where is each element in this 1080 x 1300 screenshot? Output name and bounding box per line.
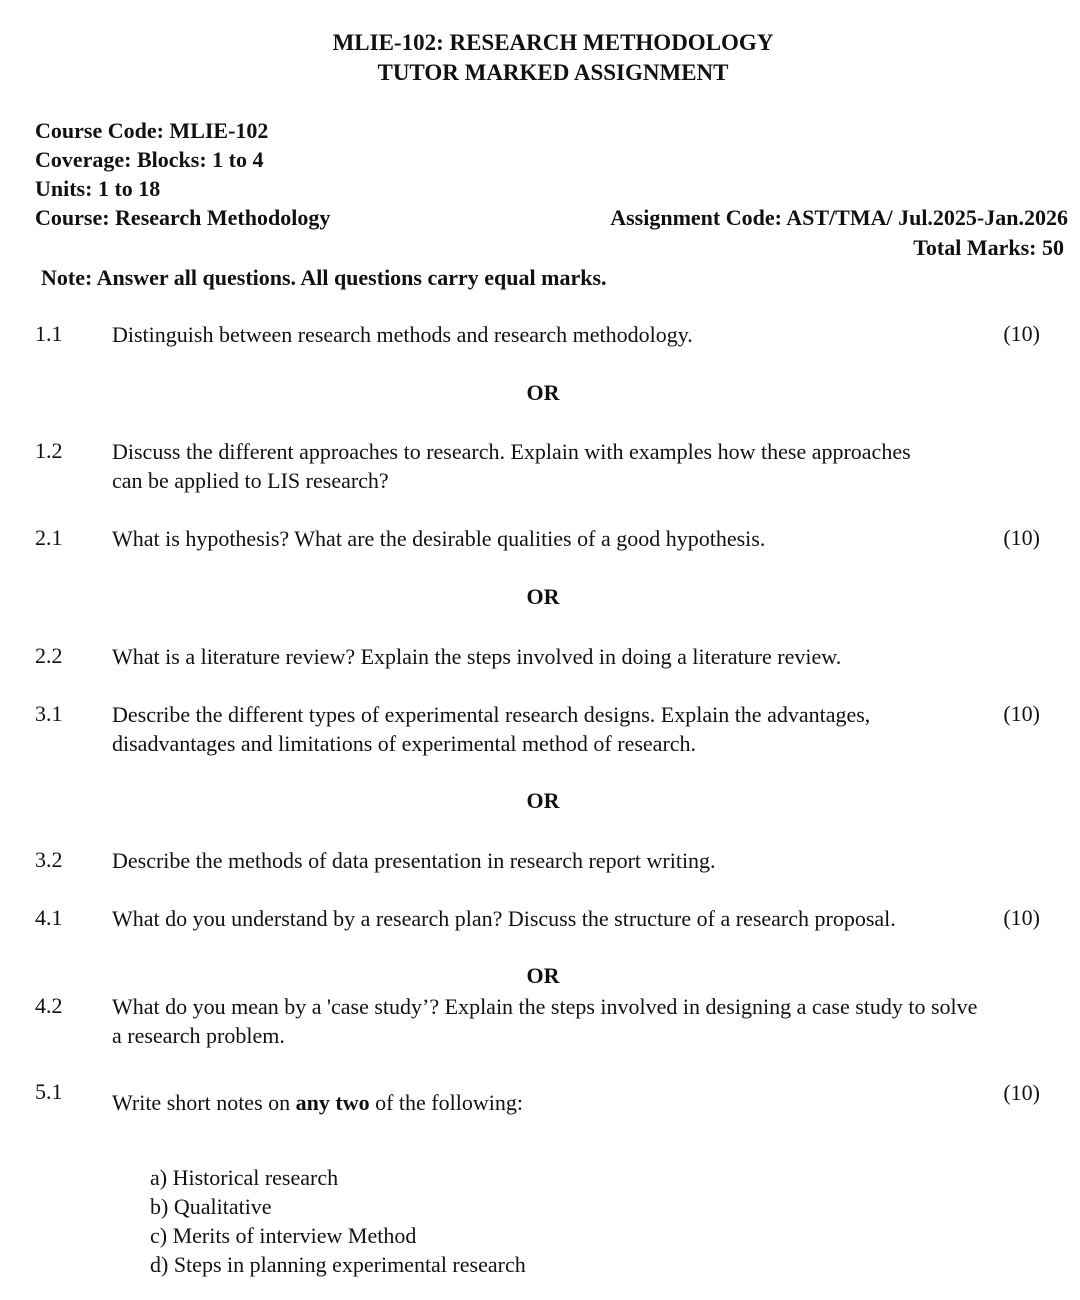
question-marks: (10)	[1003, 321, 1040, 346]
question-number: 3.1	[35, 701, 63, 726]
question-number: 2.2	[35, 643, 63, 668]
course-code: Course Code: MLIE-102	[35, 118, 269, 143]
question-text-emphasis: any two	[295, 1090, 370, 1115]
assignment-code: Assignment Code: AST/TMA/ Jul.2025-Jan.2026	[610, 205, 1068, 230]
question-number: 1.1	[35, 321, 63, 346]
question-text: Distinguish between research methods and research methodology.	[112, 322, 693, 347]
short-note-option: c) Merits of interview Method	[150, 1223, 417, 1248]
total-marks: Total Marks: 50	[913, 235, 1064, 260]
question-marks: (10)	[1003, 905, 1040, 930]
question-text: Describe the different types of experimental research designs. Explain the advantages, disadvantages and limitations of experimental method of research.	[112, 702, 871, 756]
instructions-note: Note: Answer all questions. All questions carry equal marks.	[41, 265, 607, 290]
question-number: 5.1	[35, 1079, 63, 1104]
units: Units: 1 to 18	[35, 176, 161, 201]
question-text	[112, 1088, 972, 1117]
question-number: 1.2	[35, 438, 63, 463]
document-title: MLIE-102: RESEARCH METHODOLOGY	[332, 30, 774, 55]
or-divider: OR	[526, 788, 560, 813]
question-number: 2.1	[35, 525, 63, 550]
question-number: 4.1	[35, 905, 63, 930]
question-marks: (10)	[1003, 701, 1040, 726]
question-number: 3.2	[35, 847, 63, 872]
short-note-option: d) Steps in planning experimental research	[150, 1252, 526, 1277]
question-text-part: Write short notes on	[112, 1090, 296, 1115]
or-divider: OR	[526, 380, 560, 405]
question-text: What is hypothesis? What are the desirable qualities of a good hypothesis.	[112, 526, 766, 551]
course-name: Course: Research Methodology	[35, 205, 331, 230]
short-note-option: a) Historical research	[150, 1165, 339, 1190]
coverage: Coverage: Blocks: 1 to 4	[35, 147, 264, 172]
question-text: Describe the methods of data presentation in research report writing.	[112, 848, 716, 873]
or-divider: OR	[526, 584, 560, 609]
document-subtitle: TUTOR MARKED ASSIGNMENT	[377, 60, 729, 85]
question-text: Discuss the different approaches to research. Explain with examples how these approaches can be applied to LIS research?	[112, 439, 911, 493]
question-marks: (10)	[1003, 1080, 1040, 1105]
question-number: 4.2	[35, 993, 63, 1018]
short-note-option: b) Qualitative	[150, 1194, 272, 1219]
or-divider: OR	[526, 963, 560, 988]
question-text: What do you mean by a 'case study’? Explain the steps involved in designing a case study to solve a research problem.	[112, 994, 978, 1048]
short-notes-list	[150, 1163, 526, 1279]
question-marks: (10)	[1003, 525, 1040, 550]
question-text-part: of the following:	[369, 1090, 523, 1115]
question-text: What is a literature review? Explain the steps involved in doing a literature review.	[112, 644, 842, 669]
question-text: What do you understand by a research plan? Discuss the structure of a research proposal.	[112, 906, 896, 931]
